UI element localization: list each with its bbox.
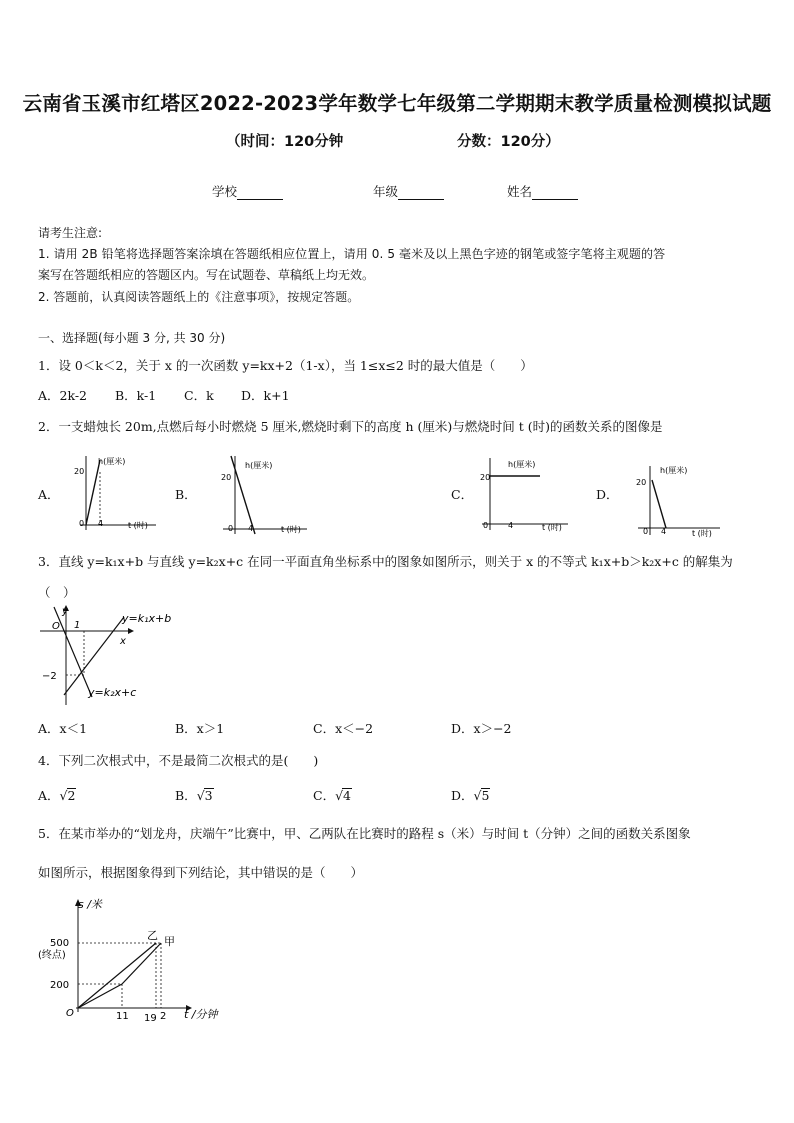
q3-line2-label: y=k₂x+c	[88, 686, 137, 699]
q5-graph	[34, 894, 234, 1026]
q5-tick-500: 500	[50, 938, 70, 949]
q2c-xlabel: t (时)	[542, 523, 562, 532]
q1-option-b[interactable]: B．k-1	[115, 388, 157, 403]
q1-stem: 1．设 0＜k＜2，关于 x 的一次函数 y=kx+2（1-x），当 1≤x≤2 时的最大值是（ ）	[38, 358, 533, 373]
school-blank[interactable]	[237, 187, 283, 200]
q2-option-c[interactable]: C．	[451, 487, 474, 502]
q4-option-b[interactable]: B．√3	[175, 788, 213, 803]
q2b-ylabel: h(厘米)	[245, 461, 273, 470]
q5-x-label: t /分钟	[184, 1008, 218, 1021]
q2b-xlabel: t (时)	[281, 525, 301, 534]
q2-option-a[interactable]: A．	[38, 487, 60, 502]
notice-heading: 请考生注意:	[38, 226, 103, 240]
q2-graph-c	[478, 452, 573, 534]
q5-y-label: s /米	[78, 898, 102, 911]
grade-blank[interactable]	[398, 187, 444, 200]
school-label: 学校	[212, 184, 238, 199]
name-field[interactable]	[507, 182, 578, 200]
q3-option-d[interactable]: D．x＞−2	[451, 721, 512, 736]
grade-field[interactable]	[373, 182, 444, 200]
q2c-ylabel: h(厘米)	[508, 460, 536, 469]
q2-option-d[interactable]: D．	[596, 487, 619, 502]
q5-stem-2: 如图所示，根据图象得到下列结论，其中错误的是（ ）	[38, 865, 364, 880]
q2a-xlabel: t (时)	[128, 521, 148, 530]
q2d-xlabel: t (时)	[692, 529, 712, 538]
notice-line-1: 1. 请用 2B 铅笔将选择题答案涂填在答题纸相应位置上，请用 0. 5 毫米及以上黑色字迹的钢笔或签字笔将主观题的答	[38, 247, 666, 261]
q5-tick-11: 11	[116, 1011, 129, 1022]
school-field[interactable]	[212, 182, 283, 200]
q2d-y20: 20	[636, 478, 647, 487]
q2-graph-b	[215, 454, 310, 536]
q2b-x4: 4	[248, 524, 254, 533]
q2c-origin: 0	[483, 521, 489, 530]
grade-label: 年级	[373, 184, 399, 199]
q3-tick-1: 1	[74, 620, 81, 631]
q3-stem: 3．直线 y=k₁x+b 与直线 y=k₂x+c 在同一平面直角坐标系中的图象如图所示，则关于 x 的不等式 k₁x+b＞k₂x+c 的解集为	[38, 554, 733, 569]
q4-option-c[interactable]: C．√4	[313, 788, 351, 803]
q5-stem-1: 5．在某市举办的“划龙舟，庆端午”比赛中，甲、乙两队在比赛时的路程 s（米）与时间 t（分钟）之间的函数关系图象	[38, 826, 691, 841]
q2b-y20: 20	[221, 473, 232, 482]
q2-option-b[interactable]: B．	[175, 487, 197, 502]
q5-finish-label: (终点)	[38, 950, 66, 961]
q5-tick-19: 19	[144, 1013, 157, 1024]
q3-y-label: y	[62, 606, 68, 617]
q4-b-radicand: 3	[204, 788, 213, 803]
q4-c-radicand: 4	[343, 788, 351, 803]
notice-line-1b: 案写在答题纸相应的答题区内。写在试题卷、草稿纸上均无效。	[38, 268, 375, 282]
q4-a-radicand: 2	[67, 788, 76, 803]
exam-title: 云南省玉溪市红塔区2022-2023学年数学七年级第二学期期末教学质量检测模拟试题	[22, 92, 772, 115]
q4-option-a[interactable]: A．√2	[38, 788, 76, 803]
q2c-x4: 4	[508, 521, 514, 530]
q2a-y20: 20	[74, 467, 85, 476]
section-heading: 一、选择题(每小题 3 分, 共 30 分)	[38, 331, 226, 345]
q5-tick-2: 2	[160, 1011, 167, 1022]
q3-paren: （ ）	[38, 585, 76, 600]
q2-stem: 2．一支蜡烛长 20m,点燃后每小时燃烧 5 厘米,燃烧时剩下的高度 h (厘米)与燃烧时间 t (时)的函数关系的图像是	[38, 419, 663, 434]
q3-option-b[interactable]: B．x＞1	[175, 721, 225, 736]
q2d-origin: 0	[643, 527, 649, 536]
q3-origin: O	[52, 621, 60, 632]
q3-graph	[36, 603, 216, 707]
q2a-x4: 4	[98, 519, 104, 528]
q4-option-d[interactable]: D．√5	[451, 788, 490, 803]
q3-x-label: x	[120, 636, 126, 647]
exam-score: 分数：120分）	[457, 134, 560, 150]
q2b-origin: 0	[228, 524, 234, 533]
q3-tick-neg2: −2	[42, 671, 57, 682]
q5-origin: O	[66, 1008, 74, 1019]
q5-tick-200: 200	[50, 980, 70, 991]
q2a-origin: 0	[79, 519, 85, 528]
q3-line1-label: y=k₁x+b	[122, 612, 172, 625]
q1-option-c[interactable]: C．k	[184, 388, 214, 403]
q1-option-a[interactable]: A．2k-2	[38, 388, 88, 403]
q2d-x4: 4	[661, 527, 667, 536]
q2c-y20: 20	[480, 473, 491, 482]
q2d-ylabel: h(厘米)	[660, 466, 688, 475]
q2a-ylabel: h(厘米)	[98, 457, 126, 466]
notice-line-2: 2. 答题前，认真阅读答题纸上的《注意事项》，按规定答题。	[38, 290, 360, 304]
q4-stem: 4．下列二次根式中，不是最简二次根式的是( )	[38, 753, 319, 768]
exam-time: （时间：120分钟	[226, 134, 344, 150]
q5-team-jia: 甲	[164, 935, 175, 948]
q1-option-d[interactable]: D．k+1	[241, 388, 290, 403]
q3-option-c[interactable]: C．x＜−2	[313, 721, 374, 736]
q3-option-a[interactable]: A．x＜1	[38, 721, 88, 736]
q2-graph-a	[70, 452, 160, 532]
name-blank[interactable]	[532, 187, 578, 200]
q5-team-yi: 乙	[147, 929, 158, 942]
name-label: 姓名	[507, 184, 533, 199]
q4-d-radicand: 5	[481, 788, 490, 803]
q2-graph-d	[630, 460, 725, 542]
